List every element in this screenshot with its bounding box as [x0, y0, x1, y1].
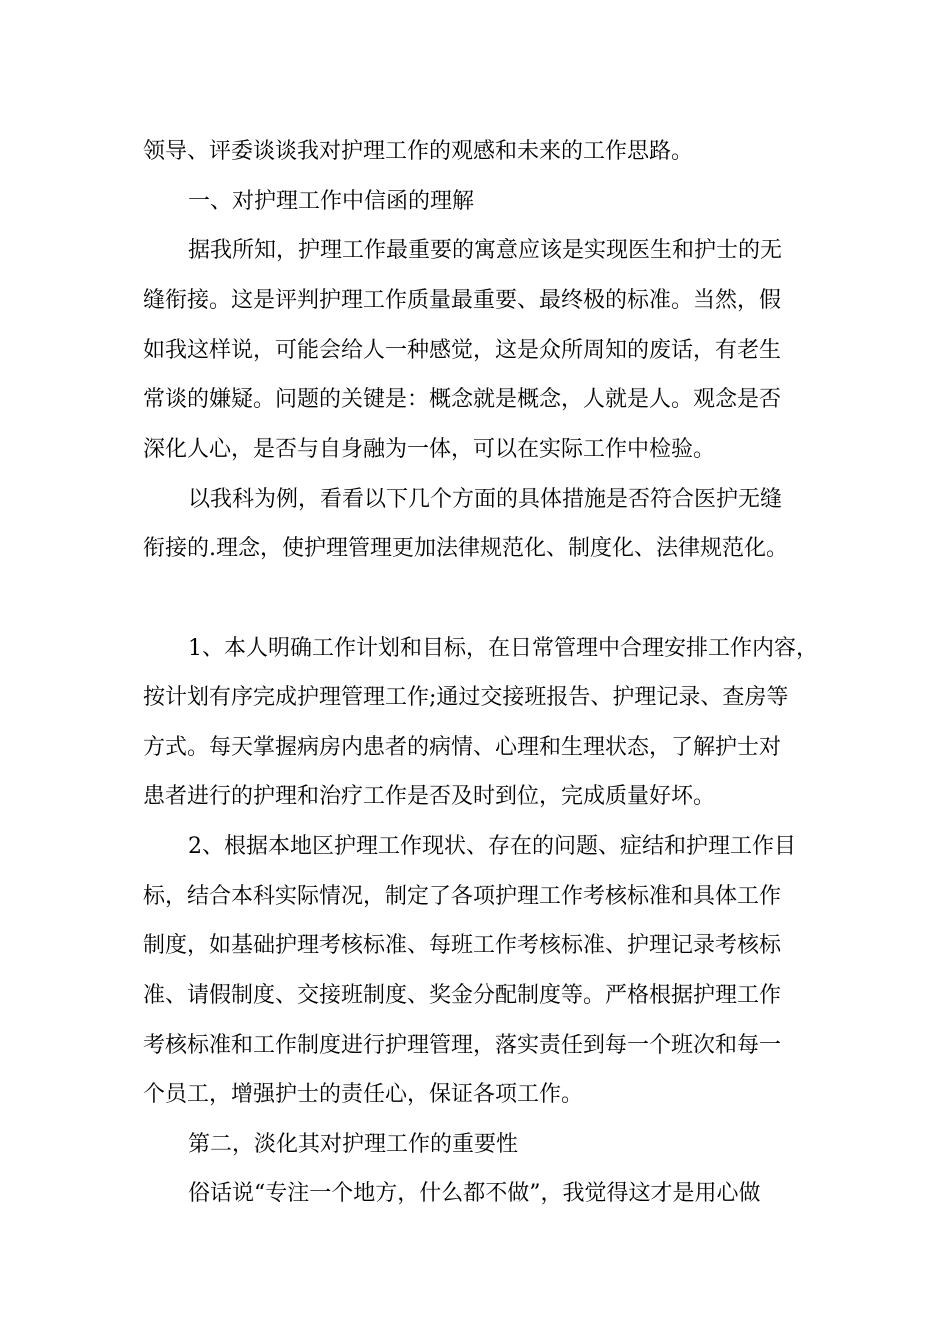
list-item-2-line-1: 2、根据本地区护理工作现状、存在的问题、症结和护理工作目 — [188, 834, 796, 859]
body-line-1: 领导、评委谈谈我对护理工作的观感和未来的工作思路。 — [143, 139, 694, 164]
body-line-3: 据我所知，护理工作最重要的寓意应该是实现医生和护士的无 — [188, 238, 783, 263]
body-line-7: 深化人心，是否与自身融为一体，可以在实际工作中检验。 — [143, 437, 716, 462]
body-line-last: 俗话说“专注一个地方，什么都不做”，我觉得这才是用心做 — [188, 1181, 761, 1206]
list-item-2-line-2: 标，结合本科实际情况，制定了各项护理工作考核标准和具体工作 — [143, 884, 782, 909]
list-item-2-line-3: 制度，如基础护理考核标准、每班工作考核标准、护理记录考核标 — [143, 933, 782, 958]
list-item-2-line-6: 个员工，增强护士的责任心，保证各项工作。 — [143, 1082, 584, 1107]
body-line-6: 常谈的嫌疑。问题的关键是：概念就是概念，人就是人。观念是否 — [143, 387, 782, 412]
section-heading-2: 第二，淡化其对护理工作的重要性 — [188, 1132, 519, 1157]
list-item-2-line-5: 考核标准和工作制度进行护理管理，落实责任到每一个班次和每一 — [143, 1033, 782, 1058]
body-line-8: 以我科为例，看看以下几个方面的具体措施是否符合医护无缝 — [188, 487, 783, 512]
list-item-1-line-2: 按计划有序完成护理管理工作;通过交接班报告、护理记录、查房等 — [143, 685, 789, 710]
section-heading-1: 一、对护理工作中信函的理解 — [188, 189, 475, 214]
list-item-1-line-1: 1、本人明确工作计划和目标，在日常管理中合理安排工作内容， — [188, 636, 818, 661]
list-item-1-line-3: 方式。每天掌握病房内患者的病情、心理和生理状态，了解护士对 — [143, 735, 782, 760]
list-item-2-line-4: 准、请假制度、交接班制度、奖金分配制度等。严格根据护理工作 — [143, 983, 782, 1008]
body-line-4: 缝衔接。这是评判护理工作质量最重要、最终极的标准。当然，假 — [143, 288, 782, 313]
body-line-5: 如我这样说，可能会给人一种感觉，这是众所周知的废话，有老生 — [143, 338, 782, 363]
body-line-9: 衔接的.理念，使护理管理更加法律规范化、制度化、法律规范化。 — [143, 536, 788, 561]
list-item-1-line-4: 患者进行的护理和治疗工作是否及时到位，完成质量好坏。 — [143, 784, 716, 809]
